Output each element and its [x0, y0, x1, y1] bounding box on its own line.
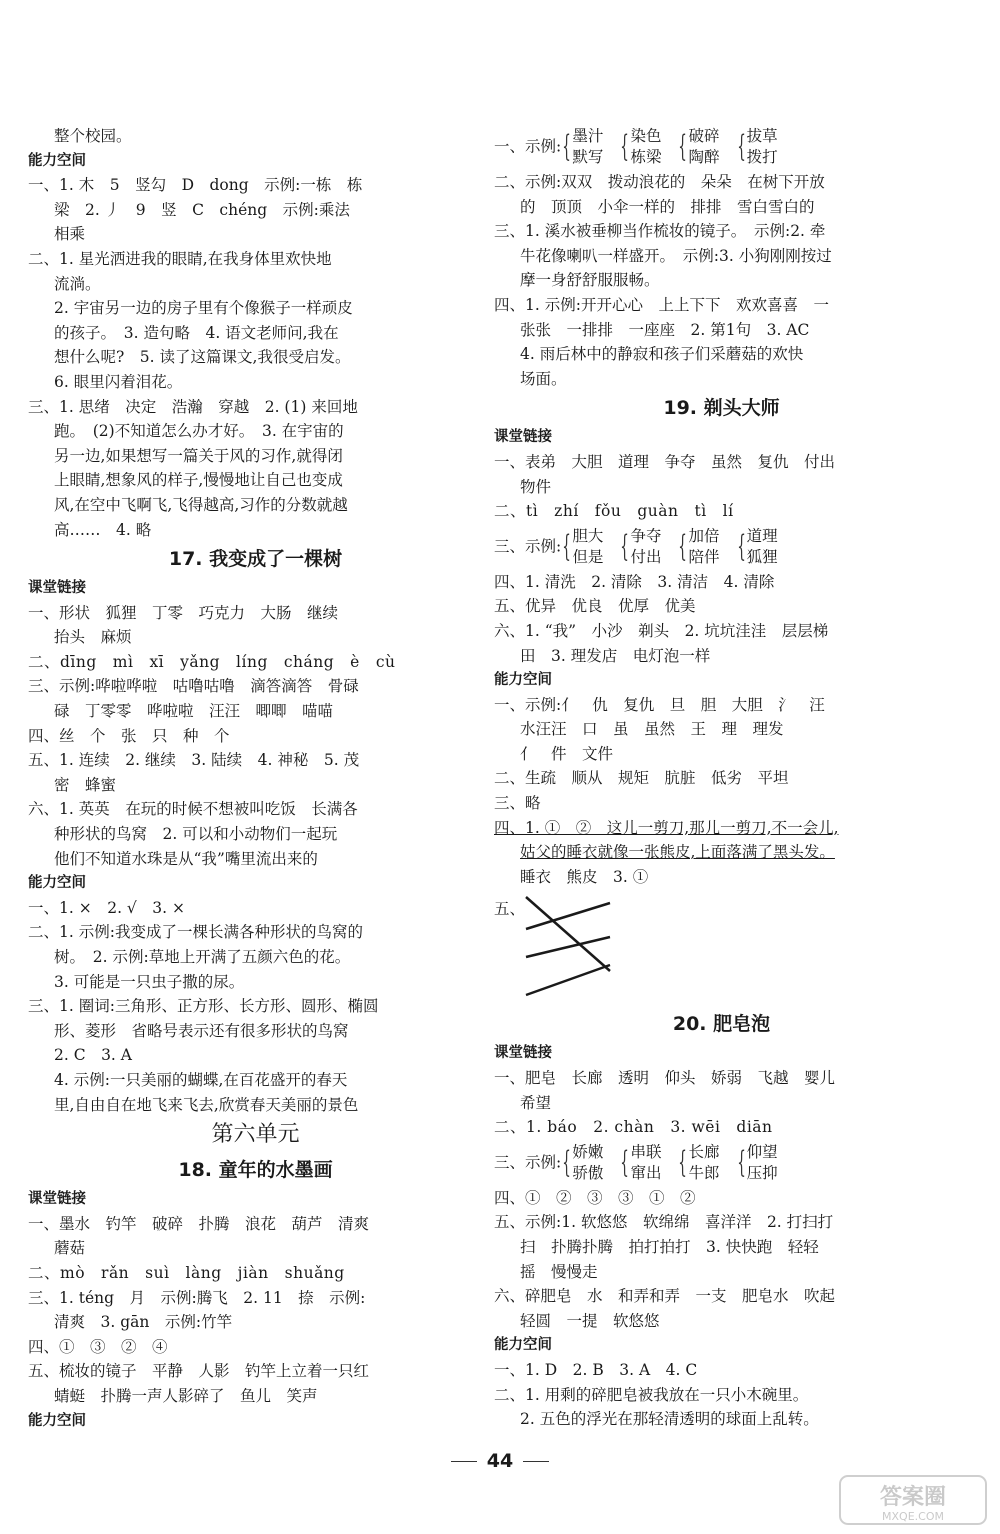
bracket-row-prefix: 三、示例:: [494, 537, 562, 556]
answer-line: 四、① ③ ② ④: [28, 1337, 168, 1356]
answer-line-continued: 牛花像喇叭一样盛开。 示例:3. 小狗刚刚按过: [520, 246, 832, 265]
answer-line: 四、1. 清洗 2. 清除 3. 清洁 4. 清除: [494, 572, 775, 591]
brace-icon: {: [678, 129, 688, 164]
brace-icon: {: [562, 129, 572, 164]
watermark-logo: [838, 1474, 988, 1526]
matching-lines-diagram: [518, 889, 618, 1005]
answer-line: 六、1. 英英 在玩的时候不想被叫吃饭 长满各: [28, 800, 358, 819]
right-column: [494, 124, 949, 1432]
answer-line: 一、1. D 2. B 3. A 4. C: [494, 1360, 698, 1379]
brace-icon: {: [678, 528, 688, 564]
underlined-answer-line: 四、1. ① ② 这儿一剪刀,那儿一剪刀,不一会儿,: [494, 818, 839, 837]
answer-line: 六、碎肥皂 水 和弄和弄 一支 肥皂水 吹起: [494, 1287, 836, 1306]
word-pair-item: 默写: [572, 148, 604, 166]
section-heading: 课堂链接: [494, 1045, 552, 1062]
word-pair-group: [619, 526, 661, 568]
word-pair-item: 陪伴: [688, 547, 720, 566]
word-pair-group: [561, 526, 603, 568]
answer-line-continued: 相乘: [54, 225, 86, 244]
answer-line-continued: 种形状的鸟窝 2. 可以和小动物们一起玩: [54, 825, 338, 844]
word-pair-item: 胆大: [572, 526, 604, 545]
word-pair-item: 牛郎: [688, 1163, 720, 1182]
answer-line-continued: 清爽 3. gān 示例:竹竿: [54, 1313, 233, 1332]
answer-line-continued: 里,自由自在地飞来飞去,欣赏春天美丽的景色: [54, 1095, 359, 1114]
unit-title: 第六单元: [211, 1122, 300, 1148]
answer-line-continued: 田 3. 理发店 电灯泡一样: [520, 646, 711, 665]
brace-icon: {: [620, 129, 630, 164]
word-pair-item: 串联: [630, 1142, 662, 1161]
word-pair-item: 墨汁: [572, 127, 604, 145]
pinyin-line: 二、tì zhí fǒu guàn tì lí: [494, 502, 734, 521]
answer-line: 三、示例:哗啦哗啦 咕噜咕噜 滴答滴答 骨碌: [28, 677, 359, 696]
answer-line-continued: 另一边,如果想写一篇关于风的习作,就得闭: [54, 446, 343, 465]
answer-line-continued: 扫 扑腾扑腾 拍打拍打 3. 快快跑 轻轻: [520, 1238, 819, 1256]
answer-line-continued: 3. 可能是一只虫子撒的尿。: [54, 972, 245, 991]
pinyin-line: 二、mò rǎn suì làng jiàn shuǎng: [28, 1263, 345, 1282]
answer-line-continued: 碌 丁零零 哗啦啦 汪汪 唧唧 喵喵: [54, 702, 334, 721]
section-heading: 能力空间: [28, 1412, 86, 1429]
section-heading: 课堂链接: [28, 1191, 86, 1208]
answer-block: [494, 1186, 949, 1432]
brace-icon: {: [678, 1144, 688, 1180]
matching-exercise: [494, 889, 949, 1007]
word-pair-item: 窜出: [630, 1163, 662, 1182]
answer-line-continued: 水汪汪 口 虽 虽然 王 理 理发: [520, 720, 784, 739]
answer-line-continued: 2. 五色的浮光在那轻清透明的球面上乱转。: [520, 1410, 819, 1429]
answer-line-continued: 4. 示例:一只美丽的蝴蝶,在百花盛开的春天: [54, 1070, 348, 1089]
word-pair-item: 压抑: [746, 1163, 778, 1182]
word-pair-item: 加倍: [688, 526, 720, 545]
answer-line-continued: 的 顶顶 小伞一样的 排排 雪白雪白的: [520, 197, 815, 216]
answer-line: 二、示例:双双 拨动浪花的 朵朵 在树下开放: [494, 173, 825, 191]
footer-dash: [523, 1461, 549, 1462]
answer-line: 一、肥皂 长廊 透明 仰头 娇弱 飞越 婴儿: [494, 1069, 836, 1088]
footer-dash: [451, 1461, 477, 1462]
section-heading: 能力空间: [28, 875, 86, 892]
answer-line: 二、1. 用剩的碎肥皂被我放在一只小木碗里。: [494, 1385, 809, 1404]
brace-icon: {: [620, 528, 630, 564]
answer-line-continued: 上眼睛,想象风的样子,慢慢地让自己也变成: [54, 471, 343, 490]
word-pair-group: [677, 1142, 719, 1184]
lesson-title: 19. 剃头大师: [663, 397, 780, 420]
page-number-text: 44: [486, 1450, 514, 1472]
answer-line: 一、墨水 钓竿 破碎 扑腾 浪花 葫芦 清爽: [28, 1214, 370, 1233]
answer-line-continued: 蜻蜓 扑腾一声人影碎了 鱼儿 笑声: [54, 1386, 318, 1405]
answer-line: 三、1. 思绪 决定 浩瀚 穿越 2. (1) 来回地: [28, 397, 358, 416]
brace-icon: {: [620, 1144, 630, 1180]
word-pair-item: 拔草: [746, 127, 778, 145]
word-pair-item: 娇嫩: [572, 1142, 604, 1161]
answer-line: 一、形状 狐狸 丁零 巧克力 大肠 继续: [28, 603, 339, 622]
word-pair-group: [677, 526, 719, 568]
answer-line-continued: 蘑菇: [54, 1239, 86, 1258]
answer-block: [494, 170, 949, 524]
word-pair-group: [736, 1142, 778, 1184]
answer-line-continued: 的孩子。 3. 造句略 4. 语文老师问,我在: [54, 323, 339, 342]
left-column: [28, 124, 483, 1433]
matching-label: 五、: [494, 900, 526, 919]
word-pair-group: [619, 126, 661, 168]
word-pair-group: [561, 1142, 603, 1184]
section-heading: 能力空间: [28, 152, 86, 169]
word-pair-item: 狐狸: [746, 547, 778, 566]
word-pair-item: 但是: [572, 547, 604, 566]
page-number: [0, 1450, 1000, 1472]
match-line: [526, 965, 610, 995]
pinyin-line: 二、1. báo 2. chàn 3. wēi diān: [494, 1118, 773, 1137]
answer-block: [494, 570, 949, 890]
answer-line-continued: 想什么呢? 5. 读了这篇课文,我很受启发。: [54, 348, 351, 367]
bracket-row-prefix: 一、示例:: [494, 137, 562, 156]
section-heading: 课堂链接: [494, 429, 552, 446]
answer-line-continued: 跑。 (2)不知道怎么办才好。 3. 在宇宙的: [54, 422, 344, 441]
answer-line: 五、1. 连续 2. 继续 3. 陆续 4. 神秘 5. 茂: [28, 751, 360, 770]
bracket-answer-row: [494, 124, 949, 170]
answer-line: 六、1. “我” 小沙 剃头 2. 坑坑洼洼 层层梯: [494, 621, 829, 640]
word-pair-item: 拨打: [746, 148, 778, 166]
answer-line-continued: 2. 宇宙另一边的房子里有个像猴子一样顽皮: [54, 299, 353, 318]
answer-line: 二、生疏 顺从 规矩 肮脏 低劣 平坦: [494, 769, 789, 788]
answer-line-continued: 睡衣 熊皮 3. ①: [520, 867, 649, 886]
answer-line-continued: 轻圆 一提 软悠悠: [520, 1311, 660, 1330]
word-pair-item: 染色: [630, 127, 662, 145]
answer-line-continued: 密 蜂蜜: [54, 775, 117, 794]
answer-line: 一、示例:亻 仇 复仇 旦 胆 大胆 氵 汪: [494, 695, 825, 714]
word-pair-item: 陶醉: [688, 148, 720, 166]
answer-line: 三、1. 圈词:三角形、正方形、长方形、圆形、椭圆: [28, 997, 379, 1016]
lesson-title: 18. 童年的水墨画: [178, 1159, 333, 1182]
brace-icon: {: [736, 528, 746, 564]
word-pair-item: 争夺: [630, 526, 662, 545]
answer-line-continued: 流淌。: [54, 274, 101, 293]
pinyin-line: 二、dīng mì xī yǎng líng cháng è cù: [28, 652, 396, 671]
answer-line-continued: 抬头 麻烦: [54, 628, 132, 647]
answer-line: 三、1. 溪水被垂柳当作梳妆的镜子。 示例:2. 牵: [494, 222, 826, 241]
word-pair-group: [736, 526, 778, 568]
brace-icon: {: [736, 1144, 746, 1180]
brace-icon: {: [562, 1144, 572, 1180]
match-line: [526, 937, 610, 957]
svg-text:MXQE.COM: MXQE.COM: [882, 1510, 944, 1523]
word-pair-item: 栋梁: [630, 148, 662, 166]
answer-line-continued: 张张 一排排 一座座 2. 第1句 3. AC: [520, 320, 810, 339]
answer-line-continued: 摇 慢慢走: [520, 1262, 598, 1281]
answer-line-continued: 物件: [520, 477, 552, 496]
word-pair-item: 仰望: [746, 1142, 778, 1161]
word-pair-group: [619, 1142, 661, 1184]
answer-line-continued: 4. 雨后林中的静寂和孩子们采蘑菇的欢快: [520, 345, 804, 364]
section-heading: 能力空间: [494, 1337, 552, 1354]
answer-line: 二、1. 示例:我变成了一棵长满各种形状的鸟窝的: [28, 923, 363, 942]
word-pair-item: 破碎: [688, 127, 720, 145]
word-pair-item: 付出: [630, 547, 662, 566]
bracket-row-prefix: 三、示例:: [494, 1153, 562, 1172]
answer-line: 五、优异 优良 优厚 优美: [494, 597, 696, 616]
answer-line-continued: 梁 2. 丿 9 竖 C chéng 示例:乘法: [54, 200, 350, 219]
word-pair-item: 骄傲: [572, 1163, 604, 1182]
word-pair-item: 道理: [746, 526, 778, 545]
answer-line: 一、表弟 大胆 道理 争夺 虽然 复仇 付出: [494, 452, 836, 471]
answer-line-continued: 希望: [520, 1093, 552, 1112]
answer-line: 一、1. × 2. √ 3. ×: [28, 898, 185, 917]
section-heading: 课堂链接: [28, 580, 86, 597]
word-pair-group: [677, 126, 719, 168]
bracket-answer-row: [494, 1140, 949, 1186]
answer-line: 三、1. téng 月 示例:腾飞 2. 11 捺 示例:: [28, 1288, 366, 1307]
word-pair-group: [736, 126, 778, 168]
underlined-answer-line: 姑父的睡衣就像一张熊皮,上面落满了黑头发。: [520, 843, 835, 862]
answer-line: 四、① ② ③ ③ ① ②: [494, 1188, 696, 1207]
bracket-answer-row: [494, 524, 949, 570]
answer-line: 二、1. 星光洒进我的眼睛,在我身体里欢快地: [28, 249, 332, 268]
word-pair-item: 长廊: [688, 1142, 720, 1161]
answer-line-continued: 树。 2. 示例:草地上开满了五颜六色的花。: [54, 948, 351, 966]
answer-line: 一、1. 木 5 竖勾 D dong 示例:一栋 栋: [28, 176, 363, 195]
section-heading: 能力空间: [494, 672, 552, 689]
answer-line: 五、示例:1. 软悠悠 软绵绵 喜洋洋 2. 打扫打: [494, 1213, 834, 1232]
svg-text:答案圈: 答案圈: [879, 1485, 947, 1510]
answer-line: 四、1. 示例:开开心心 上上下下 欢欢喜喜 一: [494, 295, 829, 314]
answer-line-continued: 2. C 3. A: [54, 1046, 132, 1065]
answer-line-continued: 亻 件 文件: [520, 744, 614, 763]
answer-line: 四、丝 个 张 只 种 个: [28, 726, 230, 745]
answer-line-continued: 摩一身舒舒服服畅。: [520, 271, 660, 290]
answer-block: [494, 1007, 949, 1139]
answer-line-continued: 他们不知道水珠是从“我”嘴里流出来的: [54, 849, 318, 868]
answer-line-continued: 形、菱形 省略号表示还有很多形状的鸟窝: [54, 1021, 349, 1040]
answer-line-continued: 风,在空中飞啊飞,飞得越高,习作的分数就越: [54, 495, 348, 514]
answer-line-continued: 场面。: [520, 369, 567, 388]
answer-line: 三、略: [494, 794, 541, 813]
lesson-title: 20. 肥皂泡: [672, 1013, 771, 1036]
brace-icon: {: [736, 129, 746, 164]
brace-icon: {: [562, 528, 572, 564]
answer-line-continued: 整个校园。: [54, 127, 132, 145]
lesson-title: 17. 我变成了一棵树: [168, 548, 343, 571]
answer-line: 五、梳妆的镜子 平静 人影 钓竿上立着一只红: [28, 1362, 370, 1381]
answer-line-continued: 高…… 4. 略: [54, 520, 152, 539]
word-pair-group: [561, 126, 603, 168]
answer-line-continued: 6. 眼里闪着泪花。: [54, 372, 183, 391]
